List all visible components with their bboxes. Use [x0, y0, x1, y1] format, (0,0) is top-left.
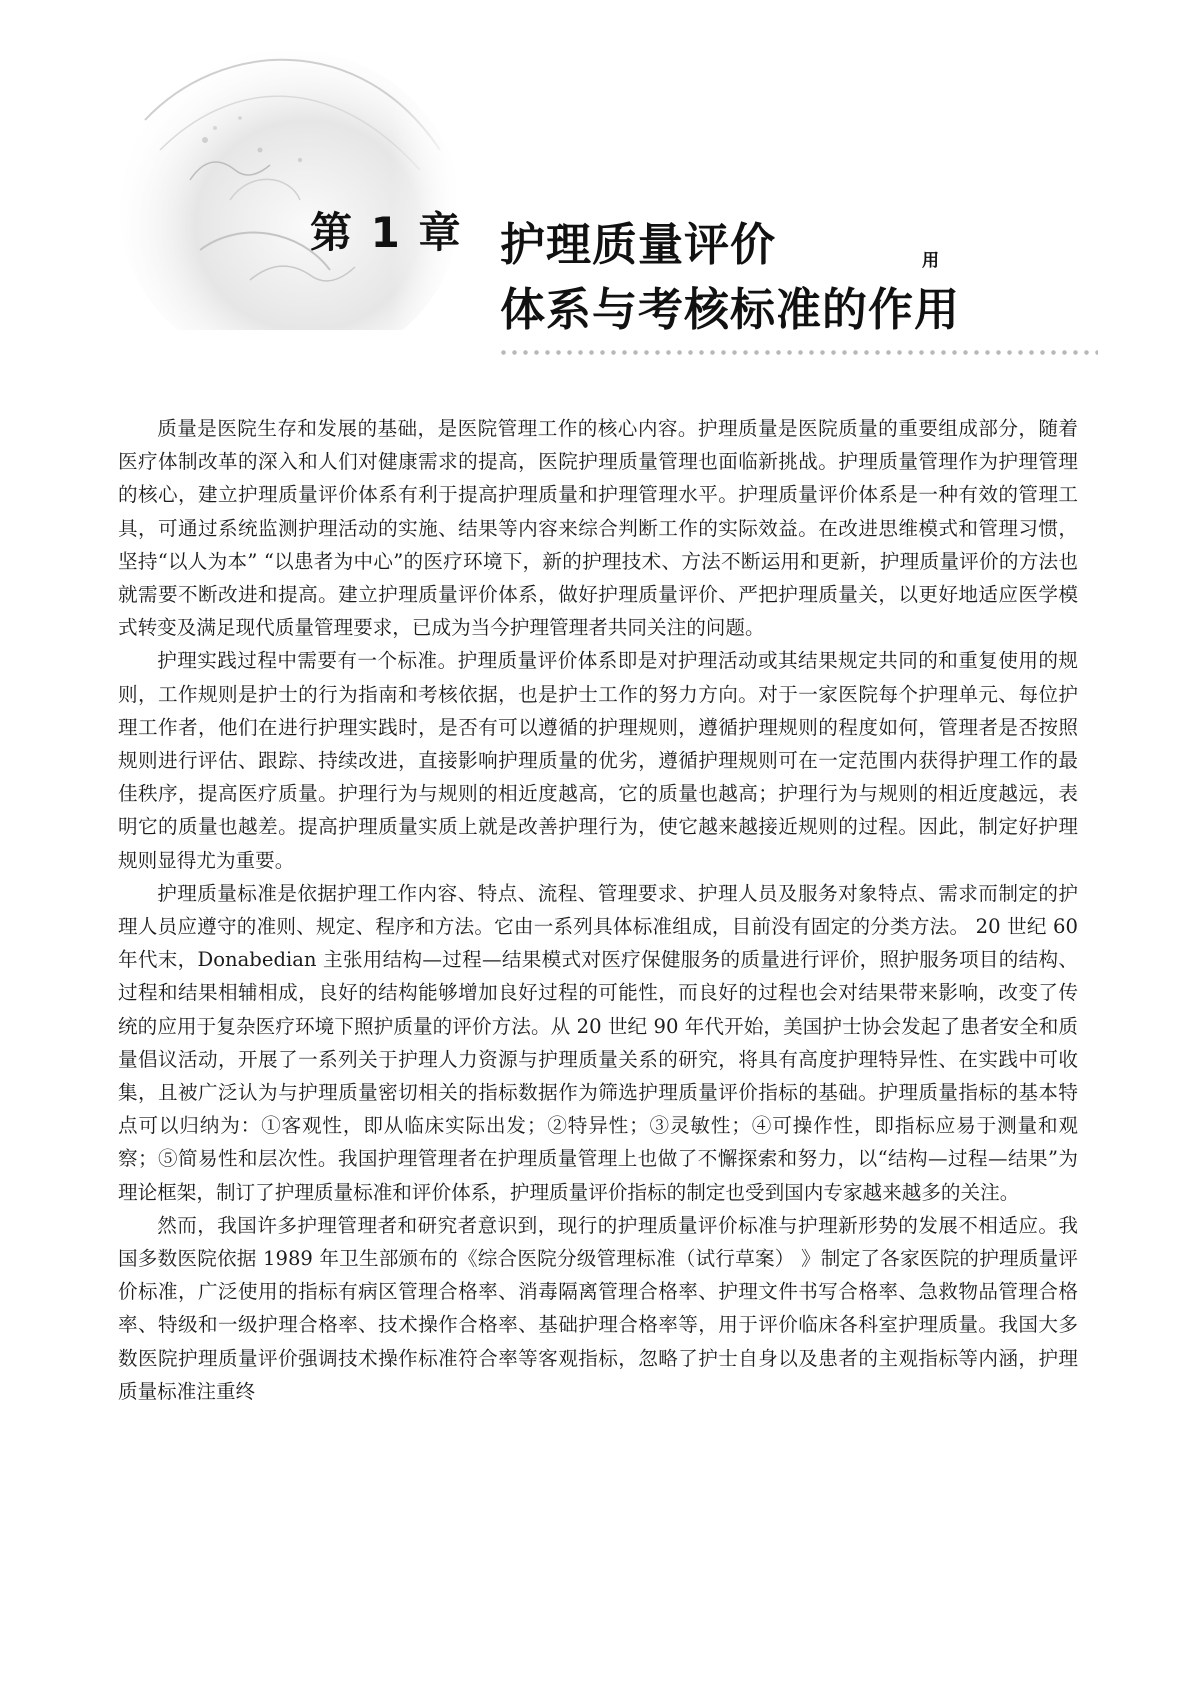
chapter-title-line-1: 护理质量评价	[500, 218, 777, 271]
chapter-number-label: 第 1 章	[310, 208, 463, 257]
chapter-title-line-2: 体系与考核标准的作用	[500, 283, 961, 336]
decorative-water-splash-image	[0, 0, 463, 330]
chapter-title-fragment: 用	[922, 251, 939, 271]
paragraph-2: 护理实践过程中需要有一个标准。护理质量评价体系即是对护理活动或其结果规定共同的和重复使用的规则，工作规则是护士的行为指南和考核依据，也是护士工作的努力方向。对于一家医院每个护理单元、每位护理工作者，他们在进行护理实践时，是否有可以遵循的护理规则，遵循护理规则的程度如何，管理者是否按照规则进行评估、跟踪、持续改进，直接影响护理质量的优劣，遵循护理规则可在一定范围内获得护理工作的最佳秩序，提高医疗质量。护理行为与规则的相近度越高，它的质量也越高；护理行为与规则的相近度越远，表明它的质量也越差。提高护理质量实质上就是改善护理行为，使它越来越接近规则的过程。因此，制定好护理规则显得尤为重要。	[118, 649, 1078, 872]
paragraph-1: 质量是医院生存和发展的基础，是医院管理工作的核心内容。护理质量是医院质量的重要组成部分，随着医疗体制改革的深入和人们对健康需求的提高，医院护理质量管理也面临新挑战。护理质量管理作为护理管理的核心，建立护理质量评价体系有利于提高护理质量和护理管理水平。护理质量评价体系是一种有效的管理工具，可通过系统监测护理活动的实施、结果等内容来综合判断工作的实际效益。在改进思维模式和管理习惯，坚持“以人为本” “以患者为中心”的医疗环境下，新的护理技术、方法不断运用和更新，护理质量评价的方法也就需要不断改进和提高。建立护理质量评价体系，做好护理质量评价、严把护理质量关，以更好地适应医学模式转变及满足现代质量管理要求，已成为当今护理管理者共同关注的问题。	[118, 417, 1078, 640]
paragraph-4: 然而，我国许多护理管理者和研究者意识到，现行的护理质量评价标准与护理新形势的发展不相适应。我国多数医院依据 1989 年卫生部颁布的《综合医院分级管理标准（试行草案） 》制定了各家医院的护理质量评价标准，广泛使用的指标有病区管理合格率、消毒隔离管理合格率、护理文件书写合格率、急救物品管理合格率、特级和一级护理合格率、技术操作合格率、基础护理合格率等，用于评价临床各科室护理质量。我国大多数医院护理质量评价强调技术操作标准符合率等客观指标，忽略了护士自身以及患者的主观指标等内涵，护理质量标准注重终	[118, 1213, 1078, 1403]
paragraph-3: 护理质量标准是依据护理工作内容、特点、流程、管理要求、护理人员及服务对象特点、需求而制定的护理人员应遵守的准则、规定、程序和方法。它由一系列具体标准组成，目前没有固定的分类方法。 20 世纪 60 年代末，Donabedian 主张用结构—过程—结果模式对医疗保健服务的质量进行评价，照护服务项目的结构、过程和结果相辅相成，良好的结构能够增加良好过程的可能性，而良好的过程也会对结果带来影响，改变了传统的应用于复杂医疗环境下照护质量的评价方法。从 20 世纪 90 年代开始，美国护士协会发起了患者安全和质量倡议活动，开展了一系列关于护理人力资源与护理质量关系的研究，将具有高度护理特异性、在实践中可收集，且被广泛认为与护理质量密切相关的指标数据作为筛选护理质量评价指标的基础。护理质量指标的基本特点可以归纳为：①客观性，即从临床实际出发；②特异性；③灵敏性；④可操作性，即指标应易于测量和观察；⑤简易性和层次性。我国护理管理者在护理质量管理上也做了不懈探索和努力，以“结构—过程—结果”为理论框架，制订了护理质量标准和评价体系，护理质量评价指标的制定也受到国内专家越来越多的关注。	[118, 881, 1078, 1204]
chapter-body	[118, 412, 1078, 1408]
chapter-title	[500, 212, 960, 342]
title-dotted-divider	[498, 350, 1098, 355]
